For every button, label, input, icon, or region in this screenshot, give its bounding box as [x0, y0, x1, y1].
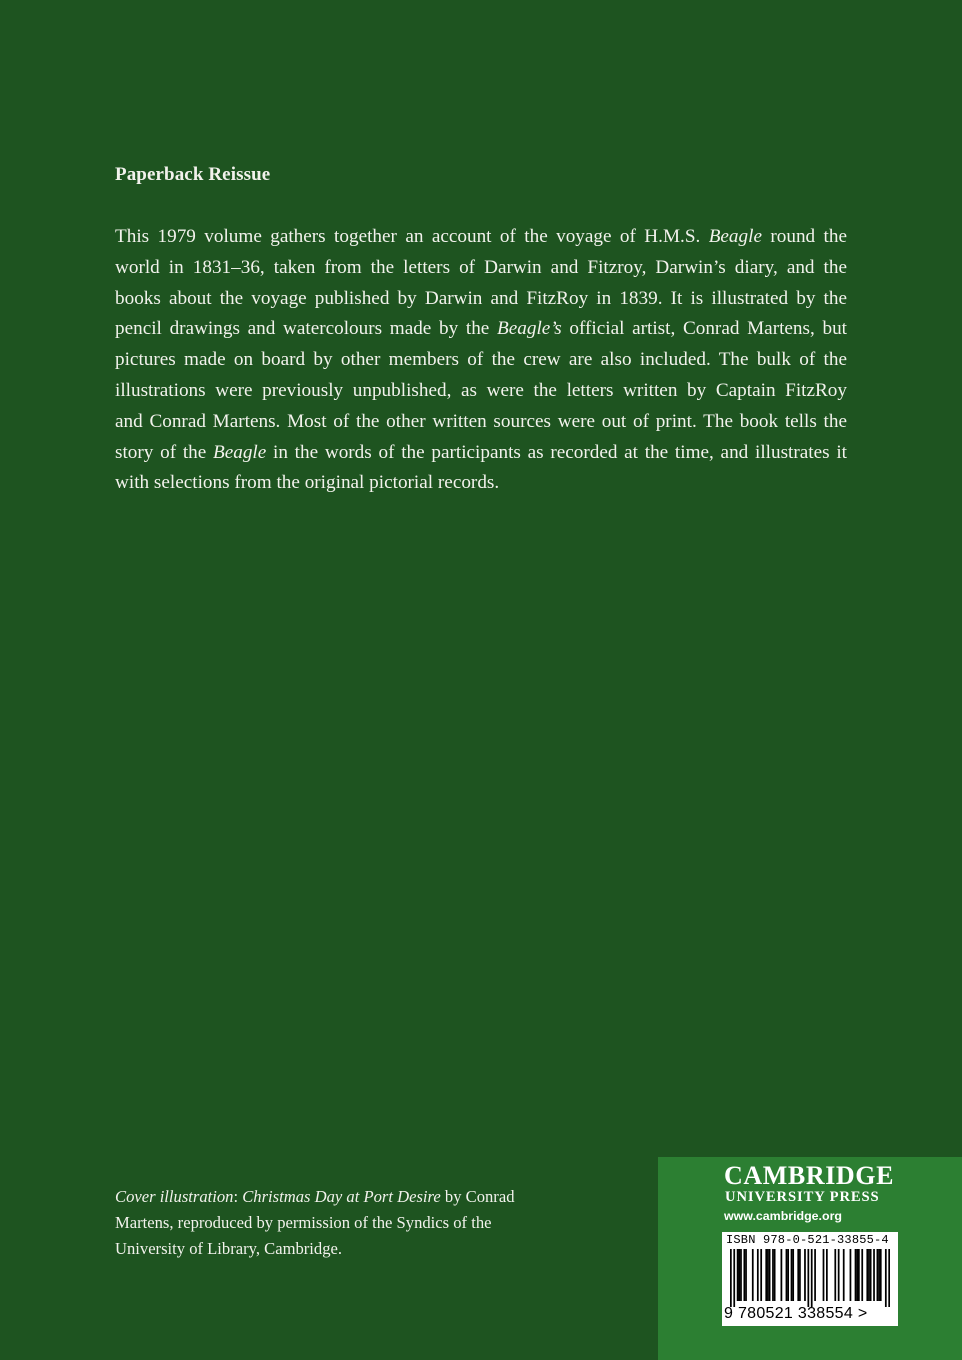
barcode-bar: [730, 1249, 732, 1307]
barcode-bar: [767, 1249, 769, 1301]
barcode-bar: [866, 1249, 868, 1301]
barcode-bar: [799, 1249, 801, 1301]
text-line: with selections from the original pictorial records.: [115, 472, 500, 494]
text-line: world in 1831–36, taken from the letters of Darwin and Fitzroy, Darwin’s diary, and the: [115, 256, 847, 278]
text-line: This 1979 volume gathers together an account of the voyage of H.M.S. Beagle round the: [115, 226, 847, 247]
barcode-bar: [873, 1249, 875, 1301]
text-line: University of Library, Cambridge.: [115, 1239, 343, 1258]
barcode-bar: [843, 1249, 845, 1301]
blurb-paragraph: [115, 222, 847, 499]
barcode-bars: [730, 1249, 890, 1307]
barcode-bar: [870, 1249, 872, 1301]
publisher-logo-name: CAMBRIDGE: [724, 1161, 895, 1190]
barcode-digits: 9 780521 338554 >: [724, 1305, 868, 1322]
barcode-bar: [786, 1249, 788, 1301]
barcode-bar: [878, 1249, 880, 1301]
barcode-bar: [737, 1249, 739, 1301]
text-line: story of the Beagle in the words of the participants as recorded at the time, and illustrates it: [115, 441, 847, 463]
barcode-bar: [774, 1249, 776, 1301]
barcode-bar: [733, 1249, 735, 1307]
barcode-bar: [772, 1249, 774, 1301]
italic-text: Christmas Day at Port Desire: [242, 1187, 441, 1206]
text-line: pictures made on board by other members of the crew are also included. The bulk of the: [115, 349, 847, 371]
barcode-bar: [834, 1249, 836, 1301]
barcode-bar: [861, 1249, 863, 1301]
barcode-bar: [787, 1249, 789, 1301]
italic-text: Cover illustration: [115, 1187, 234, 1206]
text-line: illustrations were previously unpublished, as were the letters written by Captain FitzRoy: [115, 379, 847, 401]
barcode-bar: [781, 1249, 783, 1301]
cover-credit: [115, 1184, 535, 1262]
barcode-bar: [765, 1249, 767, 1301]
barcode-bar: [769, 1249, 771, 1301]
text-line: books about the voyage published by Darwin and FitzRoy in 1839. It is illustrated by the: [115, 287, 847, 309]
publisher-url: www.cambridge.org: [724, 1209, 842, 1223]
italic-text: Beagle’s: [497, 318, 562, 340]
barcode-bar: [885, 1249, 887, 1307]
barcode-bar: [797, 1249, 799, 1301]
barcode-bar: [814, 1249, 816, 1301]
barcode-bar: [757, 1249, 759, 1301]
barcode-bar: [743, 1249, 745, 1301]
publisher-panel: [658, 1157, 962, 1360]
text-line: Cover illustration: Christmas Day at Port Desire by Conrad: [115, 1187, 515, 1206]
barcode-bar: [738, 1249, 740, 1301]
barcode-bar: [850, 1249, 852, 1301]
barcode-bar: [791, 1249, 793, 1301]
barcode-bar: [740, 1249, 742, 1301]
barcode-bar: [752, 1249, 754, 1301]
barcode-bar: [745, 1249, 747, 1301]
isbn-label: ISBN 978-0-521-33855-4: [726, 1233, 889, 1247]
italic-text: Beagle: [708, 226, 762, 247]
barcode-bar: [826, 1249, 828, 1301]
barcode-bar: [868, 1249, 870, 1301]
barcode-bar: [823, 1249, 825, 1301]
barcode-bar: [888, 1249, 890, 1307]
publisher-logo-subtitle: UNIVERSITY PRESS: [725, 1189, 880, 1205]
barcode-box: [722, 1232, 898, 1326]
barcode-bar: [792, 1249, 794, 1301]
barcode-bar: [804, 1249, 806, 1301]
text-line: pencil drawings and watercolours made by the Beagle’s official artist, Conrad Martens, but: [115, 318, 847, 340]
barcode-bar: [855, 1249, 857, 1301]
text-line: Martens, reproduced by permission of the Syndics of the: [115, 1213, 492, 1232]
barcode-bar: [858, 1249, 860, 1301]
barcode-bar: [811, 1249, 813, 1307]
barcode-bar: [838, 1249, 840, 1301]
text-line: and Conrad Martens. Most of the other written sources were out of print. The book tells the: [115, 410, 847, 432]
barcode-bar: [807, 1249, 809, 1307]
italic-text: Beagle: [213, 441, 267, 463]
barcode-bar: [856, 1249, 858, 1301]
barcode-bar: [880, 1249, 882, 1301]
barcode-bar: [760, 1249, 762, 1301]
barcode-bar: [877, 1249, 879, 1301]
heading: Paperback Reissue: [115, 164, 271, 185]
